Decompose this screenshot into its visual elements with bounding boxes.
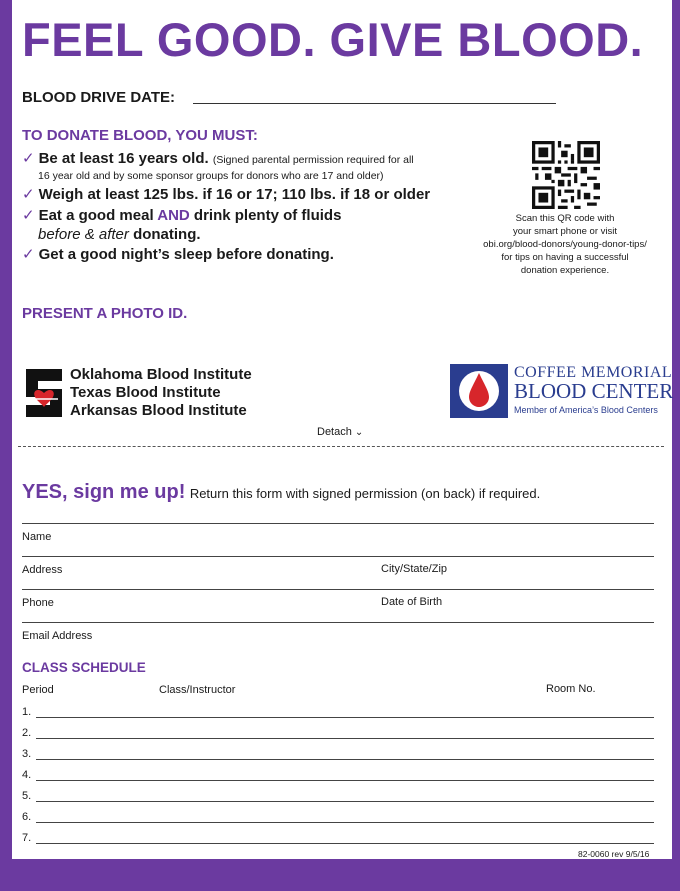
obi-url-link[interactable]: obi.org/blood-donors/young-donor-tips/ <box>483 239 647 250</box>
class-schedule-title: CLASS SCHEDULE <box>22 660 146 675</box>
blood-drive-date-label: BLOOD DRIVE DATE: <box>22 89 176 106</box>
dob-label: Date of Birth <box>381 596 443 608</box>
schedule-row-line[interactable] <box>36 759 654 760</box>
address-label: Address <box>22 564 63 576</box>
address-field[interactable] <box>22 589 654 590</box>
room-header: Room No. <box>546 683 596 695</box>
phone-field[interactable] <box>22 622 654 623</box>
schedule-row-num: 4. <box>22 769 32 781</box>
name-label: Name <box>22 531 52 543</box>
check-icon: ✓ <box>22 186 35 203</box>
check-icon: ✓ <box>22 207 35 224</box>
schedule-row-line[interactable] <box>36 738 654 739</box>
schedule-row-num: 7. <box>22 832 32 844</box>
age-note-continued: 16 year old and by some sponsor groups for donors who are 17 and older) <box>38 170 384 182</box>
cmbc-name: COFFEE MEMORIAL BLOOD CENTER Member of America’s Blood Centers <box>514 364 674 415</box>
name-field[interactable] <box>22 556 654 557</box>
city-state-zip-label: City/State/Zip <box>381 563 448 575</box>
schedule-row-num: 5. <box>22 790 32 802</box>
form-top-rule <box>22 523 654 524</box>
obi-logo-icon <box>22 367 66 419</box>
check-icon: ✓ <box>22 246 35 263</box>
detach-label: Detach ⌄ <box>317 426 364 438</box>
requirements-title: TO DONATE BLOOD, YOU MUST: <box>22 127 258 144</box>
qr-instructions: Scan this QR code with your smart phone or visit obi.org/blood-donors/young-donor-tips/ for tips on having a successful donation experience. <box>470 212 660 277</box>
schedule-row-line[interactable] <box>36 843 654 844</box>
institute-names: Oklahoma Blood Institute Texas Blood Institute Arkansas Blood Institute <box>70 366 252 419</box>
schedule-row-line[interactable] <box>36 717 654 718</box>
scissors-icon: ⌄ <box>354 427 364 438</box>
signup-heading: YES, sign me up! Return this form with signed permission (on back) if required. <box>22 481 541 503</box>
left-border <box>0 0 12 891</box>
schedule-row-line[interactable] <box>36 822 654 823</box>
requirement-meal-continued: before & after donating. <box>38 226 201 243</box>
class-instructor-header: Class/Instructor <box>159 684 236 696</box>
schedule-row-num: 2. <box>22 727 32 739</box>
schedule-row-line[interactable] <box>36 801 654 802</box>
check-icon: ✓ <box>22 150 35 167</box>
schedule-row-num: 3. <box>22 748 32 760</box>
bottom-border <box>0 859 680 891</box>
requirement-weight: ✓ Weigh at least 125 lbs. if 16 or 17; 110 lbs. if 18 or older <box>22 186 431 203</box>
requirement-sleep: ✓ Get a good night’s sleep before donating. <box>22 246 334 263</box>
schedule-row-num: 1. <box>22 706 32 718</box>
revision-code: 82-0060 rev 9/5/16 <box>578 849 650 859</box>
qr-code-icon[interactable] <box>532 141 600 209</box>
schedule-row-line[interactable] <box>36 780 654 781</box>
cmbc-logo-icon <box>450 364 508 418</box>
photo-id-notice: PRESENT A PHOTO ID. <box>22 305 188 322</box>
blood-drive-date-field[interactable] <box>193 103 556 104</box>
email-label: Email Address <box>22 630 93 642</box>
right-border <box>672 0 680 891</box>
requirement-meal: ✓ Eat a good meal AND drink plenty of fluids <box>22 207 342 224</box>
period-header: Period <box>22 684 54 696</box>
headline: FEEL GOOD. GIVE BLOOD. <box>22 13 644 66</box>
schedule-row-num: 6. <box>22 811 32 823</box>
phone-label: Phone <box>22 597 54 609</box>
age-note: (Signed parental permission required for all <box>212 154 414 166</box>
requirement-age: ✓ Be at least 16 years old. (Signed parental permission required for all <box>22 150 414 167</box>
detach-line[interactable] <box>18 446 664 447</box>
